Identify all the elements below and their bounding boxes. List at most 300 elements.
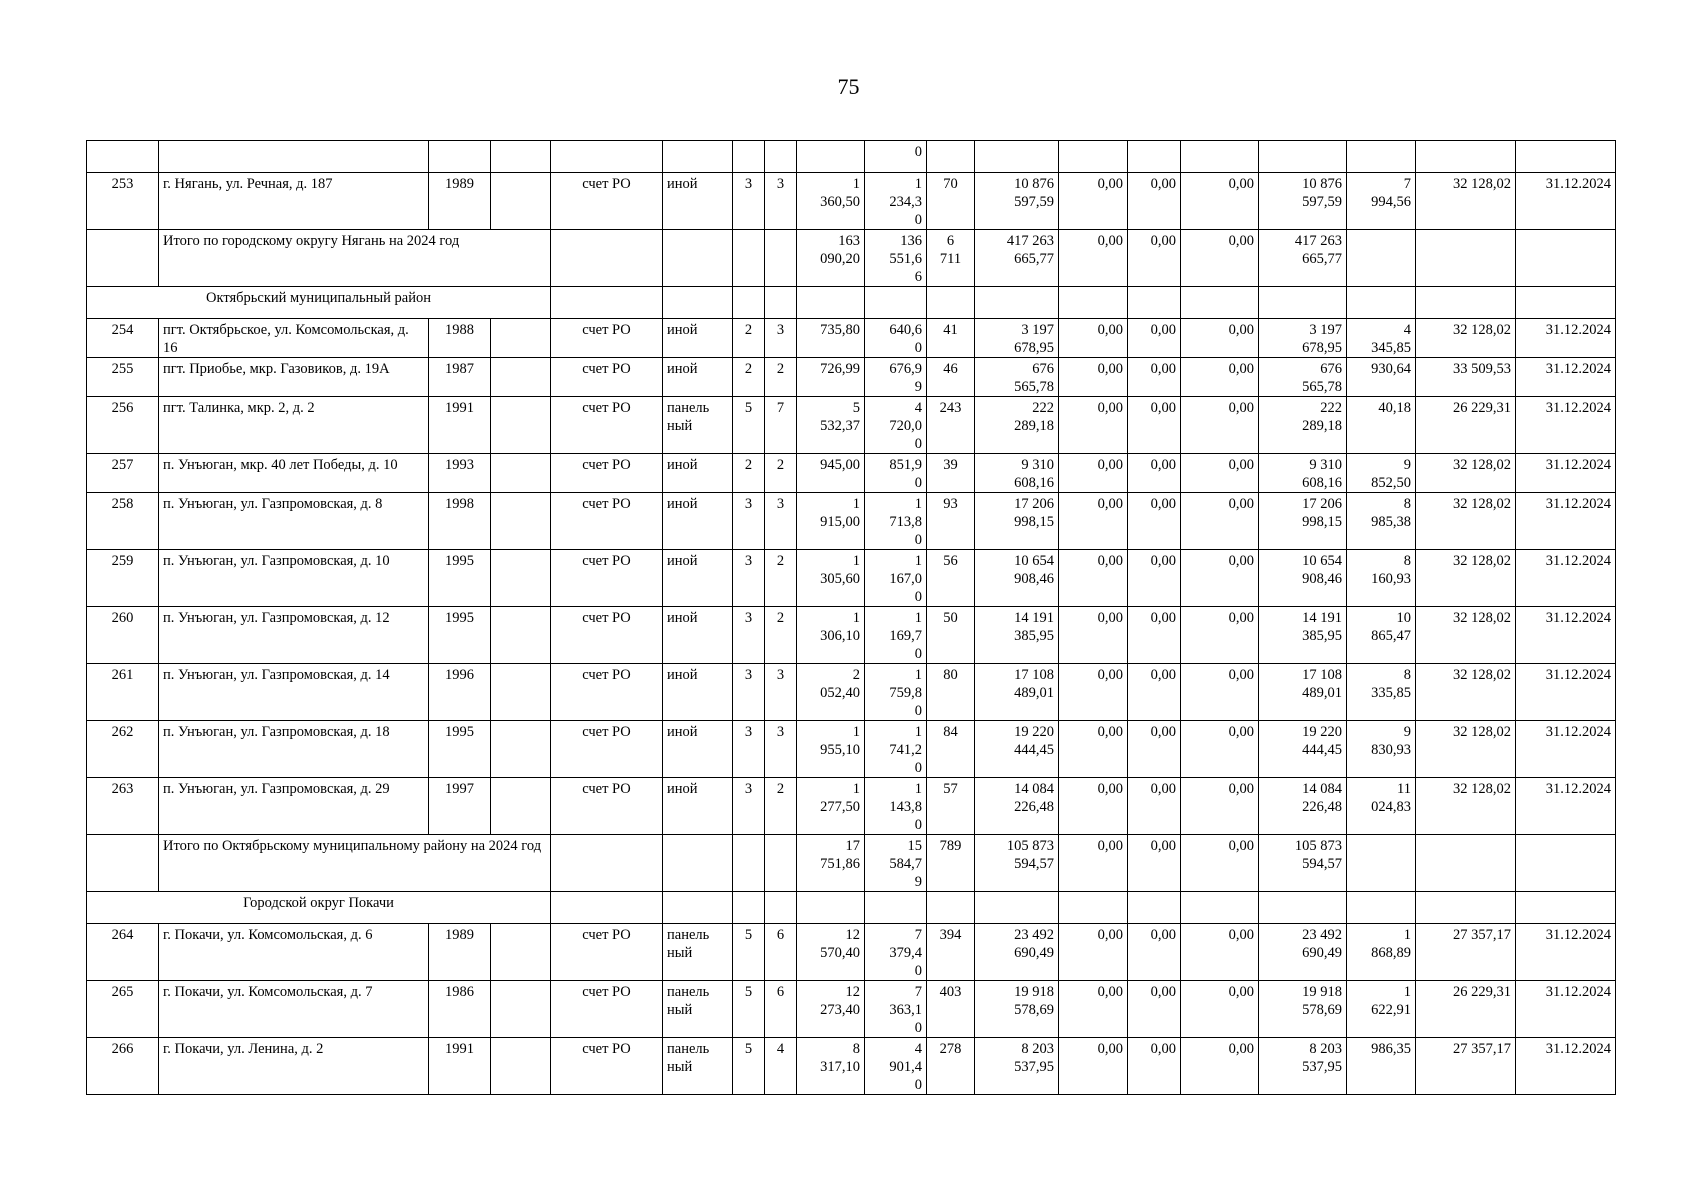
blank-cell [1181, 892, 1259, 924]
area-living: 15 584,7 9 [865, 835, 927, 892]
unit-cost: 10 865,47 [1347, 607, 1416, 664]
row-number: 264 [87, 924, 159, 981]
limit-cost: 26 229,31 [1416, 397, 1516, 454]
address: пгт. Приобье, мкр. Газовиков, д. 19А [159, 358, 429, 397]
cost-federal: 0,00 [1059, 454, 1128, 493]
cost-regional: 0,00 [1128, 778, 1181, 835]
wall-material: иной [663, 358, 733, 397]
cost-owners: 19 220 444,45 [1259, 721, 1347, 778]
deadline: 31.12.2024 [1516, 397, 1616, 454]
wall-material: иной [663, 607, 733, 664]
address: п. Унъюган, ул. Газпромовская, д. 12 [159, 607, 429, 664]
fund-method: счет РО [551, 358, 663, 397]
blank-cell [927, 287, 975, 319]
area-living: 640,6 0 [865, 319, 927, 358]
blank-cell [797, 892, 865, 924]
limit-cost: 26 229,31 [1416, 981, 1516, 1038]
blank-cell [733, 835, 765, 892]
cost-federal: 0,00 [1059, 230, 1128, 287]
wall-material: иной [663, 721, 733, 778]
row-number: 265 [87, 981, 159, 1038]
blank-cell [663, 892, 733, 924]
area-total: 163 090,20 [797, 230, 865, 287]
cost-local: 0,00 [1181, 607, 1259, 664]
limit-cost: 32 128,02 [1416, 173, 1516, 230]
limit-cost: 32 128,02 [1416, 454, 1516, 493]
limit-cost: 32 128,02 [1416, 778, 1516, 835]
row-number: 262 [87, 721, 159, 778]
wall-material: иной [663, 664, 733, 721]
area-total: 726,99 [797, 358, 865, 397]
entrances: 4 [765, 1038, 797, 1095]
blank-cell [765, 230, 797, 287]
area-living: 4 901,4 0 [865, 1038, 927, 1095]
cost-local: 0,00 [1181, 664, 1259, 721]
cost-federal: 0,00 [1059, 358, 1128, 397]
table-row [87, 721, 1616, 778]
section-header-row [87, 287, 1616, 319]
blank-cell [87, 230, 159, 287]
area-total: 12 273,40 [797, 981, 865, 1038]
entrances: 7 [765, 397, 797, 454]
year-built: 1989 [429, 173, 491, 230]
area-living: 4 720,0 0 [865, 397, 927, 454]
row-number: 254 [87, 319, 159, 358]
floors: 2 [733, 454, 765, 493]
unit-cost: 7 994,56 [1347, 173, 1416, 230]
blank-cell [1347, 835, 1416, 892]
year-built: 1986 [429, 981, 491, 1038]
year-built: 1991 [429, 397, 491, 454]
table-row [87, 924, 1616, 981]
cost-owners: 3 197 678,95 [1259, 319, 1347, 358]
cost-total: 17 108 489,01 [975, 664, 1059, 721]
deadline: 31.12.2024 [1516, 319, 1616, 358]
limit-cost: 32 128,02 [1416, 493, 1516, 550]
fund-method: счет РО [551, 173, 663, 230]
blank-cell [87, 835, 159, 892]
cost-owners: 10 876 597,59 [1259, 173, 1347, 230]
fund-method: счет РО [551, 454, 663, 493]
cost-federal: 0,00 [1059, 664, 1128, 721]
year-built: 1989 [429, 924, 491, 981]
area-living: 1 234,3 0 [865, 173, 927, 230]
year-built: 1987 [429, 358, 491, 397]
cost-federal: 0,00 [1059, 397, 1128, 454]
area-total: 17 751,86 [797, 835, 865, 892]
fund-method: счет РО [551, 607, 663, 664]
entrances: 3 [765, 319, 797, 358]
deadline: 31.12.2024 [1516, 173, 1616, 230]
cost-local: 0,00 [1181, 454, 1259, 493]
blank-cell [551, 892, 663, 924]
cost-regional: 0,00 [1128, 173, 1181, 230]
cost-regional: 0,00 [1128, 924, 1181, 981]
floors: 2 [733, 319, 765, 358]
table-row [87, 397, 1616, 454]
fund-method: счет РО [551, 493, 663, 550]
cost-federal: 0,00 [1059, 550, 1128, 607]
fund-method: счет РО [551, 664, 663, 721]
cost-total: 10 654 908,46 [975, 550, 1059, 607]
unit-cost: 40,18 [1347, 397, 1416, 454]
cost-regional: 0,00 [1128, 981, 1181, 1038]
cost-local: 0,00 [1181, 493, 1259, 550]
cost-federal: 0,00 [1059, 173, 1128, 230]
unit-cost: 8 160,93 [1347, 550, 1416, 607]
unit-cost: 9 852,50 [1347, 454, 1416, 493]
year-built: 1988 [429, 319, 491, 358]
floors: 3 [733, 493, 765, 550]
fund-method: счет РО [551, 721, 663, 778]
unit-cost: 11 024,83 [1347, 778, 1416, 835]
residents: 789 [927, 835, 975, 892]
cost-owners: 105 873 594,57 [1259, 835, 1347, 892]
blank-cell [491, 981, 551, 1038]
blank-cell [663, 230, 733, 287]
cost-federal: 0,00 [1059, 924, 1128, 981]
blank-cell [865, 287, 927, 319]
deadline: 31.12.2024 [1516, 454, 1616, 493]
floors: 3 [733, 721, 765, 778]
year-built: 1991 [429, 1038, 491, 1095]
table-row [87, 607, 1616, 664]
blank-cell [551, 287, 663, 319]
cost-regional: 0,00 [1128, 493, 1181, 550]
wall-material: иной [663, 454, 733, 493]
table-row [87, 319, 1616, 358]
cost-owners: 8 203 537,95 [1259, 1038, 1347, 1095]
blank-cell [1259, 892, 1347, 924]
row-number: 255 [87, 358, 159, 397]
cost-regional: 0,00 [1128, 230, 1181, 287]
cost-owners: 417 263 665,77 [1259, 230, 1347, 287]
cost-total: 17 206 998,15 [975, 493, 1059, 550]
deadline: 31.12.2024 [1516, 493, 1616, 550]
blank-cell [1128, 287, 1181, 319]
deadline: 31.12.2024 [1516, 721, 1616, 778]
area-living: 676,9 9 [865, 358, 927, 397]
limit-cost: 32 128,02 [1416, 664, 1516, 721]
floors: 3 [733, 778, 765, 835]
cost-total: 105 873 594,57 [975, 835, 1059, 892]
entrances: 2 [765, 778, 797, 835]
address: г. Нягань, ул. Речная, д. 187 [159, 173, 429, 230]
blank-cell [491, 607, 551, 664]
cost-federal: 0,00 [1059, 981, 1128, 1038]
area-total: 1 305,60 [797, 550, 865, 607]
blank-cell [1059, 287, 1128, 319]
cost-total: 23 492 690,49 [975, 924, 1059, 981]
residents: 41 [927, 319, 975, 358]
blank-cell [1416, 892, 1516, 924]
area-total: 5 532,37 [797, 397, 865, 454]
address: п. Унъюган, мкр. 40 лет Победы, д. 10 [159, 454, 429, 493]
blank-cell [491, 1038, 551, 1095]
cost-federal: 0,00 [1059, 778, 1128, 835]
deadline: 31.12.2024 [1516, 778, 1616, 835]
row-number: 258 [87, 493, 159, 550]
wall-material: панель ный [663, 924, 733, 981]
blank-cell [1347, 287, 1416, 319]
address: п. Унъюган, ул. Газпромовская, д. 10 [159, 550, 429, 607]
fund-method: счет РО [551, 397, 663, 454]
wall-material: иной [663, 493, 733, 550]
table-row [87, 981, 1616, 1038]
blank-cell [733, 892, 765, 924]
area-total: 1 306,10 [797, 607, 865, 664]
blank-cell [491, 493, 551, 550]
area-living: 851,9 0 [865, 454, 927, 493]
fund-method: счет РО [551, 778, 663, 835]
cost-regional: 0,00 [1128, 358, 1181, 397]
address: пгт. Октябрьское, ул. Комсомольская, д. 16 [159, 319, 429, 358]
unit-cost: 930,64 [1347, 358, 1416, 397]
wall-material: иной [663, 778, 733, 835]
residents: 46 [927, 358, 975, 397]
entrances: 3 [765, 721, 797, 778]
blank-cell [491, 721, 551, 778]
deadline: 31.12.2024 [1516, 358, 1616, 397]
cost-federal: 0,00 [1059, 319, 1128, 358]
housing-repair-table [86, 140, 1616, 1095]
address: г. Покачи, ул. Комсомольская, д. 7 [159, 981, 429, 1038]
fund-method: счет РО [551, 550, 663, 607]
blank-cell [975, 287, 1059, 319]
row-number: 256 [87, 397, 159, 454]
blank-cell [1347, 230, 1416, 287]
address: г. Покачи, ул. Ленина, д. 2 [159, 1038, 429, 1095]
cost-federal: 0,00 [1059, 721, 1128, 778]
total-label: Итого по городскому округу Нягань на 2024 год [159, 230, 551, 287]
deadline: 31.12.2024 [1516, 607, 1616, 664]
table-row [87, 173, 1616, 230]
fund-method: счет РО [551, 924, 663, 981]
fund-method: счет РО [551, 1038, 663, 1095]
cost-local: 0,00 [1181, 835, 1259, 892]
residents: 50 [927, 607, 975, 664]
cost-total: 19 918 578,69 [975, 981, 1059, 1038]
table-row [87, 454, 1616, 493]
table-row [87, 778, 1616, 835]
residents: 93 [927, 493, 975, 550]
row-number: 257 [87, 454, 159, 493]
floors: 3 [733, 664, 765, 721]
residents: 278 [927, 1038, 975, 1095]
blank-cell [1347, 892, 1416, 924]
blank-cell [1516, 892, 1616, 924]
wall-material: иной [663, 319, 733, 358]
deadline: 31.12.2024 [1516, 550, 1616, 607]
limit-cost: 33 509,53 [1416, 358, 1516, 397]
fund-method: счет РО [551, 981, 663, 1038]
cost-regional: 0,00 [1128, 397, 1181, 454]
blank-cell [491, 173, 551, 230]
cost-owners: 10 654 908,46 [1259, 550, 1347, 607]
cost-local: 0,00 [1181, 550, 1259, 607]
area-living: 7 363,1 0 [865, 981, 927, 1038]
unit-cost: 8 335,85 [1347, 664, 1416, 721]
cost-regional: 0,00 [1128, 835, 1181, 892]
cost-regional: 0,00 [1128, 319, 1181, 358]
blank-cell [1416, 835, 1516, 892]
cost-local: 0,00 [1181, 1038, 1259, 1095]
area-living: 1 713,8 0 [865, 493, 927, 550]
row-number: 259 [87, 550, 159, 607]
unit-cost: 1 622,91 [1347, 981, 1416, 1038]
residents: 70 [927, 173, 975, 230]
cost-total: 676 565,78 [975, 358, 1059, 397]
cost-total: 222 289,18 [975, 397, 1059, 454]
blank-cell [1516, 835, 1616, 892]
floors: 5 [733, 397, 765, 454]
unit-cost: 1 868,89 [1347, 924, 1416, 981]
cost-total: 10 876 597,59 [975, 173, 1059, 230]
area-living: 1 143,8 0 [865, 778, 927, 835]
year-built: 1993 [429, 454, 491, 493]
area-living: 1 759,8 0 [865, 664, 927, 721]
blank-cell [1516, 287, 1616, 319]
area-total: 945,00 [797, 454, 865, 493]
blank-cell [491, 664, 551, 721]
cost-regional: 0,00 [1128, 664, 1181, 721]
unit-cost: 986,35 [1347, 1038, 1416, 1095]
entrances: 6 [765, 981, 797, 1038]
area-total: 735,80 [797, 319, 865, 358]
blank-cell [733, 287, 765, 319]
cost-total: 417 263 665,77 [975, 230, 1059, 287]
blank-cell [765, 892, 797, 924]
entrances: 2 [765, 550, 797, 607]
cost-total: 9 310 608,16 [975, 454, 1059, 493]
blank-cell [491, 397, 551, 454]
continued-cell: 0 [865, 141, 927, 173]
floors: 2 [733, 358, 765, 397]
deadline: 31.12.2024 [1516, 924, 1616, 981]
cost-total: 14 084 226,48 [975, 778, 1059, 835]
area-total: 1 277,50 [797, 778, 865, 835]
limit-cost: 27 357,17 [1416, 1038, 1516, 1095]
blank-cell [1128, 892, 1181, 924]
blank-cell [491, 358, 551, 397]
floors: 3 [733, 173, 765, 230]
floors: 3 [733, 550, 765, 607]
row-number: 253 [87, 173, 159, 230]
unit-cost: 8 985,38 [1347, 493, 1416, 550]
row-number: 266 [87, 1038, 159, 1095]
cost-local: 0,00 [1181, 778, 1259, 835]
area-living: 136 551,6 6 [865, 230, 927, 287]
address: г. Покачи, ул. Комсомольская, д. 6 [159, 924, 429, 981]
blank-cell [765, 287, 797, 319]
cost-owners: 19 918 578,69 [1259, 981, 1347, 1038]
area-living: 1 741,2 0 [865, 721, 927, 778]
blank-cell [733, 230, 765, 287]
cost-regional: 0,00 [1128, 721, 1181, 778]
entrances: 3 [765, 664, 797, 721]
blank-cell [927, 892, 975, 924]
entrances: 2 [765, 454, 797, 493]
wall-material: иной [663, 550, 733, 607]
cost-federal: 0,00 [1059, 835, 1128, 892]
residents: 243 [927, 397, 975, 454]
deadline: 31.12.2024 [1516, 1038, 1616, 1095]
year-built: 1996 [429, 664, 491, 721]
row-number: 263 [87, 778, 159, 835]
limit-cost: 32 128,02 [1416, 319, 1516, 358]
cost-regional: 0,00 [1128, 607, 1181, 664]
blank-cell [1181, 287, 1259, 319]
fund-method: счет РО [551, 319, 663, 358]
cost-local: 0,00 [1181, 924, 1259, 981]
year-built: 1995 [429, 550, 491, 607]
wall-material: панель ный [663, 1038, 733, 1095]
limit-cost: 32 128,02 [1416, 721, 1516, 778]
area-living: 1 167,0 0 [865, 550, 927, 607]
cost-total: 19 220 444,45 [975, 721, 1059, 778]
cost-total: 3 197 678,95 [975, 319, 1059, 358]
row-number: 260 [87, 607, 159, 664]
limit-cost: 27 357,17 [1416, 924, 1516, 981]
year-built: 1995 [429, 721, 491, 778]
cost-federal: 0,00 [1059, 1038, 1128, 1095]
floors: 5 [733, 1038, 765, 1095]
area-total: 12 570,40 [797, 924, 865, 981]
cost-local: 0,00 [1181, 358, 1259, 397]
cost-regional: 0,00 [1128, 1038, 1181, 1095]
table-row [87, 664, 1616, 721]
year-built: 1998 [429, 493, 491, 550]
cost-federal: 0,00 [1059, 493, 1128, 550]
page-number: 75 [837, 74, 860, 99]
blank-cell [1259, 287, 1347, 319]
deadline: 31.12.2024 [1516, 981, 1616, 1038]
wall-material: иной [663, 173, 733, 230]
entrances: 3 [765, 493, 797, 550]
address: п. Унъюган, ул. Газпромовская, д. 18 [159, 721, 429, 778]
blank-cell [491, 924, 551, 981]
continued-row [87, 141, 1616, 173]
limit-cost: 32 128,02 [1416, 550, 1516, 607]
blank-cell [1416, 230, 1516, 287]
deadline: 31.12.2024 [1516, 664, 1616, 721]
table-row [87, 358, 1616, 397]
entrances: 3 [765, 173, 797, 230]
cost-owners: 17 206 998,15 [1259, 493, 1347, 550]
blank-cell [491, 778, 551, 835]
cost-owners: 14 084 226,48 [1259, 778, 1347, 835]
cost-local: 0,00 [1181, 230, 1259, 287]
blank-cell [551, 230, 663, 287]
cost-owners: 676 565,78 [1259, 358, 1347, 397]
blank-cell [1416, 287, 1516, 319]
cost-owners: 23 492 690,49 [1259, 924, 1347, 981]
cost-local: 0,00 [1181, 173, 1259, 230]
floors: 5 [733, 924, 765, 981]
total-label: Итого по Октябрьскому муниципальному району на 2024 год [159, 835, 551, 892]
section-title: Городской округ Покачи [87, 892, 551, 924]
table-row [87, 493, 1616, 550]
blank-cell [663, 287, 733, 319]
cost-owners: 17 108 489,01 [1259, 664, 1347, 721]
floors: 5 [733, 981, 765, 1038]
section-header-row [87, 892, 1616, 924]
cost-local: 0,00 [1181, 981, 1259, 1038]
blank-cell [975, 892, 1059, 924]
area-total: 1 360,50 [797, 173, 865, 230]
residents: 84 [927, 721, 975, 778]
entrances: 2 [765, 358, 797, 397]
